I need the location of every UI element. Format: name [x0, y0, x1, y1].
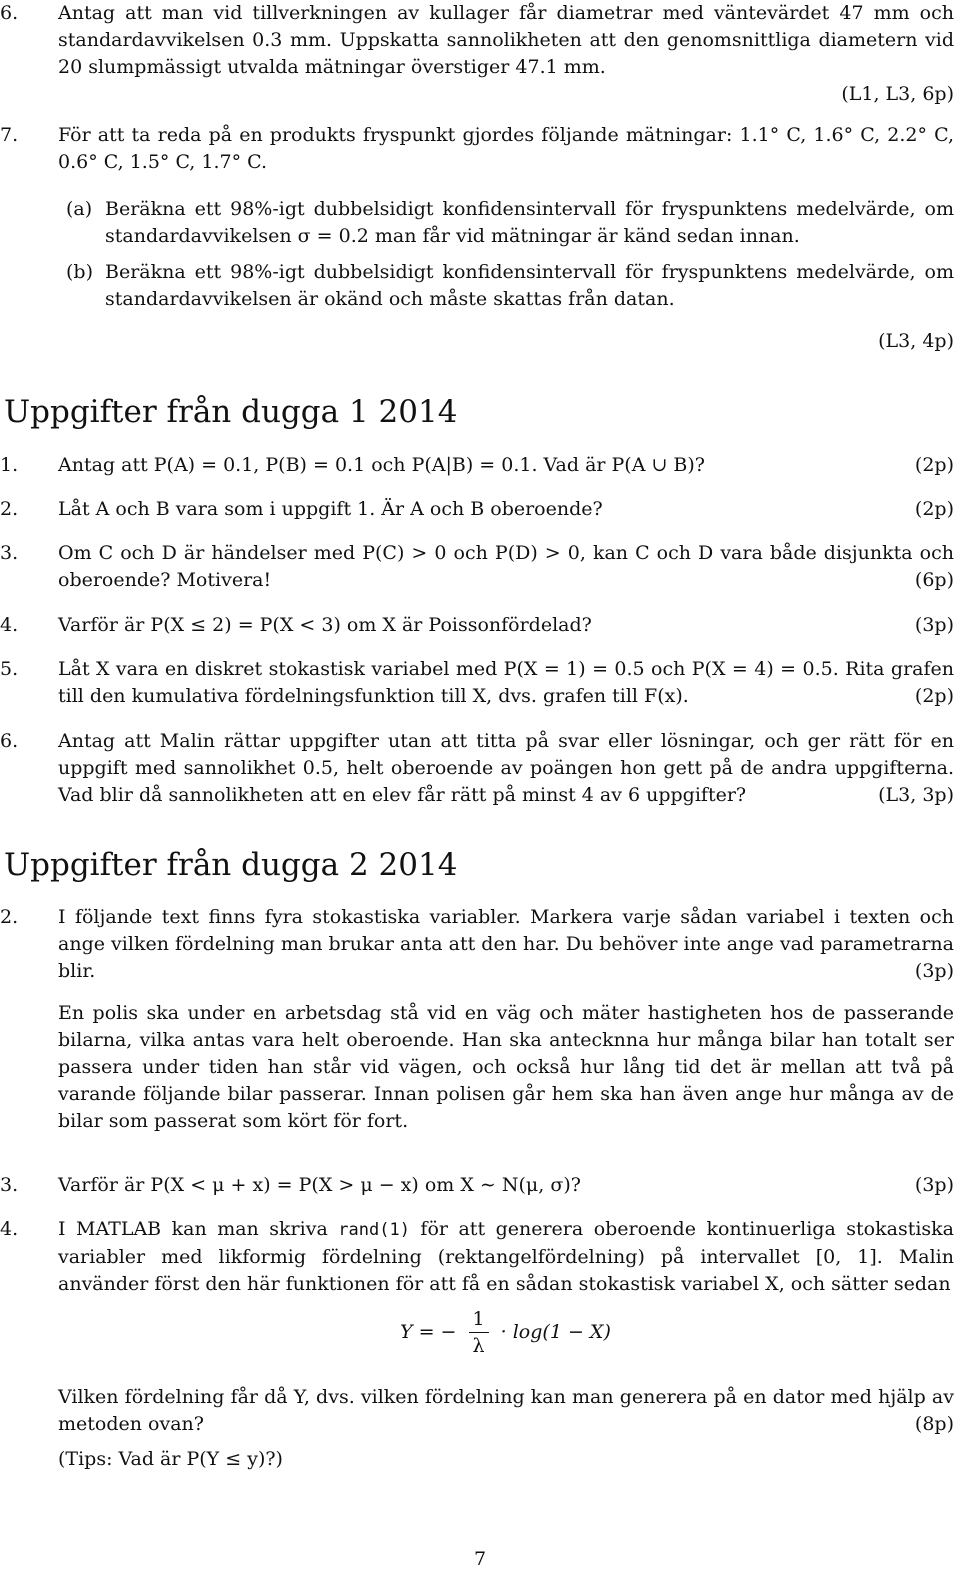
question-text: Varför är P(X ≤ 2) = P(X < 3) om X är Poissonfördelad? [58, 614, 592, 636]
subquestion-label: (b) [66, 261, 93, 283]
list-item [0, 496, 954, 523]
question-number: 4. [0, 1218, 19, 1240]
points: (2p) [914, 454, 954, 476]
points: (6p) [914, 569, 954, 591]
code-snippet: rand(1) [338, 1220, 410, 1240]
question-text: Antag att man vid tillverkningen av kullager får diametrar med väntevärdet 47 mm och standardavvikelsen 0.3 mm. Uppskatta sannolikheten att den genomsnittliga diametern vid 20 slumpmässigt utvalda mätningar överstiger 47.1 mm. [58, 2, 954, 78]
subquestion-a [0, 196, 954, 250]
question-4 [0, 1216, 954, 1298]
question-number: 6. [0, 2, 19, 24]
fraction [469, 1306, 489, 1359]
question-text: Antag att P(A) = 0.1, P(B) = 0.1 och P(A|B) = 0.1. Vad är P(A ∪ B)? [58, 454, 705, 476]
question-text [58, 1216, 954, 1298]
question-text: För att ta reda på en produkts fryspunkt gjordes följande mätningar: 1.1° C, 1.6° C, 2.2° C, 0.6° C, 1.5° C, 1.7° C. [58, 124, 954, 173]
list-item [0, 656, 954, 710]
section-heading: Uppgifter från dugga 2 2014 [4, 847, 458, 883]
question-text: I följande text finns fyra stokastiska variabler. Markera varje sådan variabel i texten och ange vilken fördelning man brukar anta att den har. Du behöver inte ange vad parametrarna blir. [58, 906, 954, 982]
question-number: 3. [0, 542, 19, 564]
points: (3p) [914, 1174, 954, 1196]
question-text: Varför är P(X < μ + x) = P(X > μ − x) om X ∼ N(μ, σ)? [58, 1174, 581, 1196]
points: (2p) [914, 685, 954, 707]
question-number: 5. [0, 658, 19, 680]
list-item [0, 612, 954, 639]
page-number: 7 [473, 1548, 487, 1570]
points: (L3, 3p) [878, 784, 954, 806]
text-part: kan man skriva [161, 1218, 339, 1240]
equation-rhs: · log(1 − X) [500, 1321, 611, 1343]
question-text: Antag att Malin rättar uppgifter utan att titta på svar eller lösningar, och ger rätt för en uppgift med sannolikhet 0.5, helt oberoende av poängen hon gett på de andra uppgifterna. Vad blir då sannolikheten att en elev får rätt på minst 4 av 6 uppgifter? [58, 730, 954, 806]
subquestion-b [0, 259, 954, 313]
question-7 [0, 122, 954, 176]
points: (3p) [914, 614, 954, 636]
list-item [0, 728, 954, 809]
question-text: Låt A och B vara som i uppgift 1. Är A och B oberoende? [58, 498, 603, 520]
points: (L1, L3, 6p) [841, 83, 954, 105]
matlab-label: MATLAB [76, 1218, 162, 1240]
equation-lhs: Y = − [400, 1321, 457, 1343]
fraction-numerator: 1 [469, 1306, 489, 1333]
question-number: 4. [0, 614, 19, 636]
question-story [0, 1000, 954, 1135]
tip [0, 1446, 954, 1473]
text-part: för att generera oberoende kontinuerliga stokastiska variabler med likformig fördelning (rektangelfördelning) på intervallet [0, 1]. Malin använder först den här funktionen för att få en sådan stokastisk variabel X, och sätter sedan [58, 1218, 955, 1295]
section-heading: Uppgifter från dugga 1 2014 [4, 394, 458, 430]
question-number: 6. [0, 730, 19, 752]
text-part: I [58, 1218, 77, 1240]
points: (3p) [914, 960, 954, 982]
question-text: Vilken fördelning får då Y, dvs. vilken fördelning kan man generera på en dator med hjälp av metoden ovan? [58, 1386, 954, 1435]
subquestion-text: Beräkna ett 98%-igt dubbelsidigt konfidensintervall för fryspunktens medelvärde, om standardavvikelsen σ = 0.2 man får vid mätningar är känd sedan innan. [105, 198, 954, 247]
fraction-denominator: λ [472, 1335, 485, 1357]
question-text: Om C och D är händelser med P(C) > 0 och P(D) > 0, kan C och D vara både disjunkta och oberoende? Motivera! [58, 542, 954, 591]
equation [400, 1306, 611, 1359]
story-text: En polis ska under en arbetsdag stå vid en väg och mäter hastigheten hos de passerande bilarna, vilka antas vara helt oberoende. Han ska antecknna hur många bilar han totalt ser passera under tiden han står vid vägen, och också hur lång tid det är mellan att två på varande följande bilar passerar. Innan polisen går hem ska han även ange hur många av de bilar som passerat som kört för fort. [58, 1002, 954, 1132]
subquestion-label: (a) [66, 198, 93, 220]
question-6 [0, 0, 954, 108]
question-number: 2. [0, 498, 19, 520]
question-text: Låt X vara en diskret stokastisk variabel med P(X = 1) = 0.5 och P(X = 4) = 0.5. Rita grafen till den kumulativa fördelningsfunktion till X, dvs. grafen till F(x). [58, 658, 954, 707]
points: (8p) [914, 1413, 954, 1435]
question-number: 1. [0, 454, 19, 476]
subquestion-text: Beräkna ett 98%-igt dubbelsidigt konfidensintervall för fryspunktens medelvärde, om standardavvikelsen är okänd och måste skattas från datan. [105, 261, 954, 310]
question-3 [0, 1172, 954, 1199]
tip-text: (Tips: Vad är P(Y ≤ y)?) [58, 1448, 283, 1470]
question-number: 3. [0, 1174, 19, 1196]
list-item [0, 452, 954, 479]
question-2 [0, 904, 954, 985]
question-number: 7. [0, 124, 19, 146]
question-number: 2. [0, 906, 19, 928]
points: (2p) [914, 498, 954, 520]
question-4-followup [0, 1384, 954, 1438]
list-item [0, 540, 954, 594]
points: (L3, 4p) [878, 330, 954, 352]
